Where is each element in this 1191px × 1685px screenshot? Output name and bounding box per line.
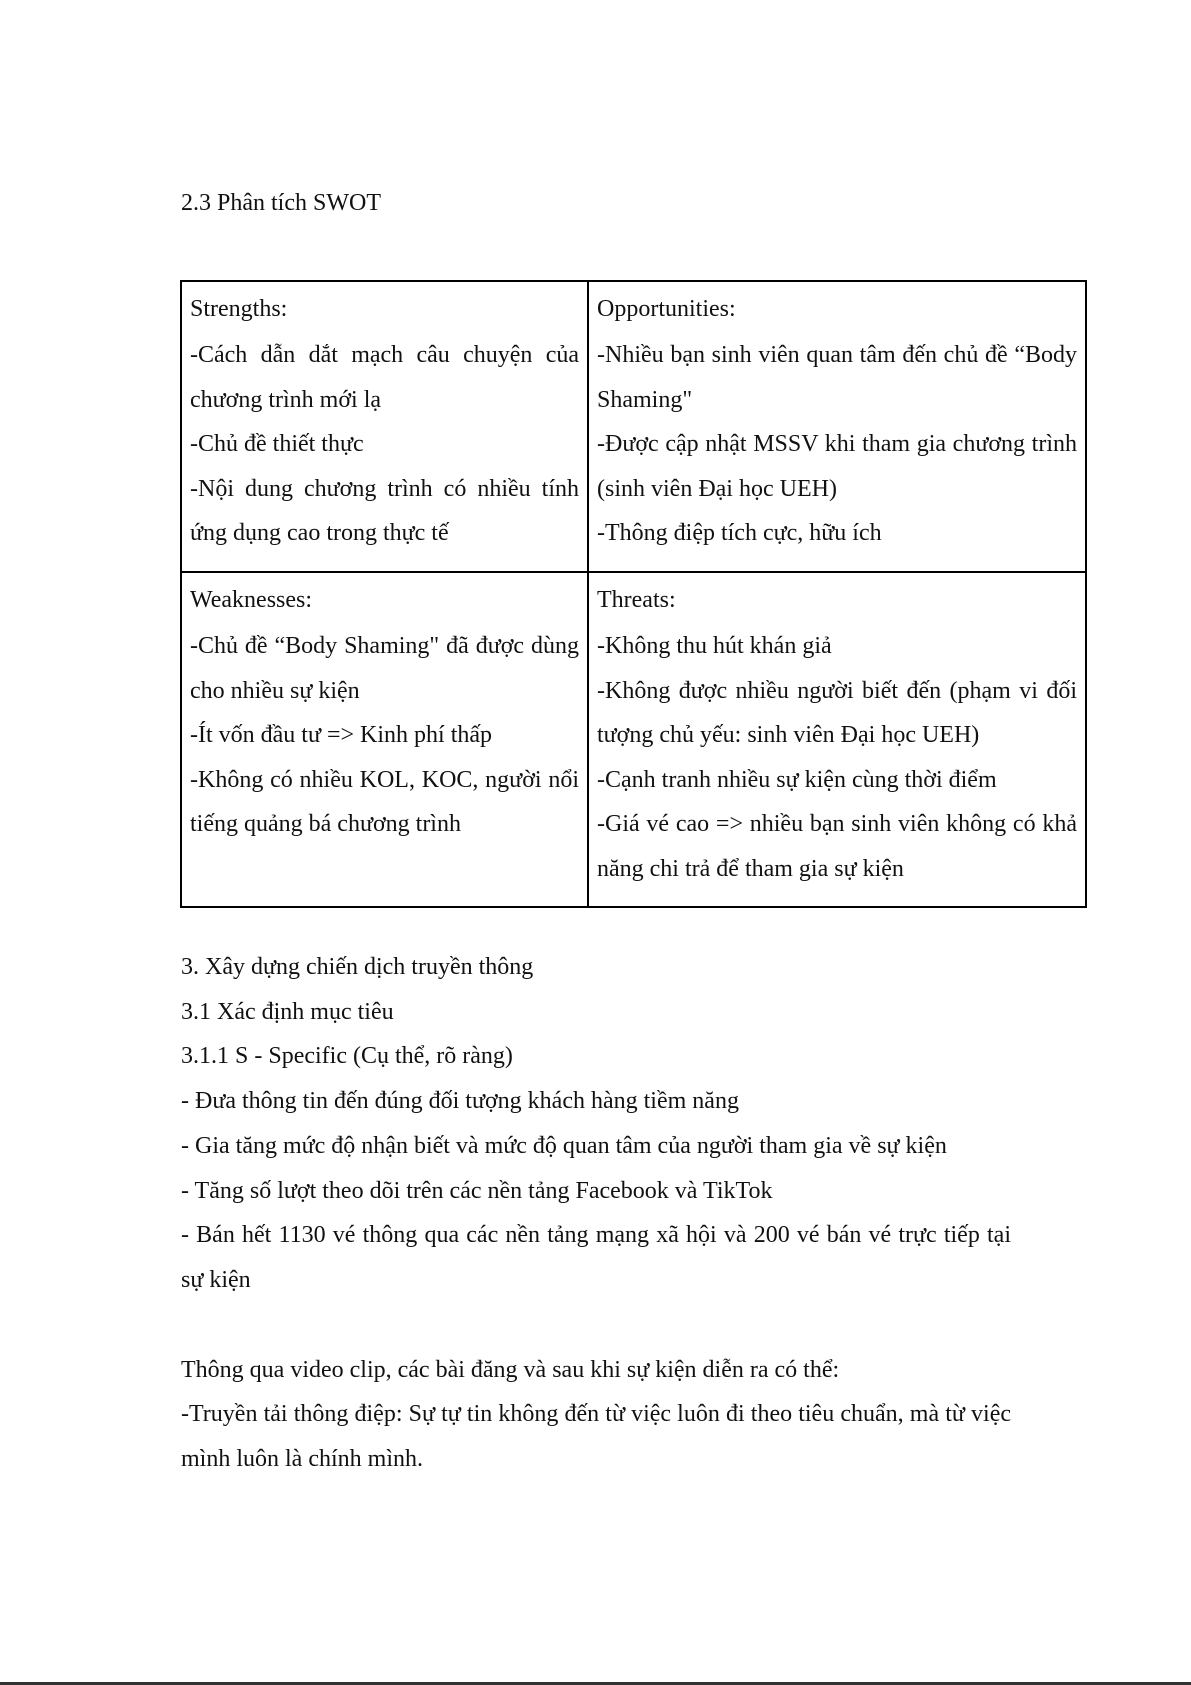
opportunity-item: -Được cập nhật MSSV khi tham gia chương trình (sinh viên Đại học UEH) xyxy=(597,431,1077,502)
weaknesses-title: Weaknesses: xyxy=(190,587,313,613)
weakness-item: -Ít vốn đầu tư => Kinh phí thấp xyxy=(190,722,493,748)
objective-bullet: - Bán hết 1130 vé thông qua các nền tảng mạng xã hội và 200 vé bán vé trực tiếp tại sự kiện xyxy=(181,1222,1011,1293)
message-paragraph: -Truyền tải thông điệp: Sự tự tin không đến từ việc luôn đi theo tiêu chuẩn, mà từ việc mình luôn là chính mình. xyxy=(181,1401,1011,1473)
weakness-item: -Chủ đề “Body Shaming" đã được dùng cho nhiều sự kiện xyxy=(190,633,579,704)
strengths-cell xyxy=(181,281,588,572)
threat-item: -Không thu hút khán giả xyxy=(597,633,832,659)
swot-row xyxy=(181,281,1086,572)
intro-paragraph: Thông qua video clip, các bài đăng và sau khi sự kiện diễn ra có thể: xyxy=(181,1356,840,1383)
swot-heading: 2.3 Phân tích SWOT xyxy=(181,190,381,216)
objective-bullet: - Gia tăng mức độ nhận biết và mức độ quan tâm của người tham gia về sự kiện xyxy=(181,1132,947,1159)
threat-item: -Cạnh tranh nhiều sự kiện cùng thời điểm xyxy=(597,766,997,793)
opportunities-title: Opportunities: xyxy=(597,296,736,322)
threats-title: Threats: xyxy=(597,587,676,613)
body-text xyxy=(181,945,1011,1482)
strength-item: -Chủ đề thiết thực xyxy=(190,431,364,457)
opportunity-item: -Nhiều bạn sinh viên quan tâm đến chủ đề “Body Shaming" xyxy=(597,342,1077,413)
threats-cell xyxy=(588,572,1086,907)
section-3-1-1-heading: 3.1.1 S - Specific (Cụ thể, rõ ràng) xyxy=(181,1043,513,1070)
opportunities-cell xyxy=(588,281,1086,572)
opportunity-item: -Thông điệp tích cực, hữu ích xyxy=(597,520,882,546)
paragraph-gap xyxy=(181,1303,1011,1348)
strength-item: -Cách dẫn dắt mạch câu chuyện của chương trình mới lạ xyxy=(190,342,579,413)
threat-item: -Không được nhiều người biết đến (phạm vi đối tượng chủ yếu: sinh viên Đại học UEH) xyxy=(597,677,1077,748)
weaknesses-cell xyxy=(181,572,588,907)
objective-bullet: - Đưa thông tin đến đúng đối tượng khách hàng tiềm năng xyxy=(181,1088,739,1115)
strengths-title: Strengths: xyxy=(190,296,288,322)
section-3-1-heading: 3.1 Xác định mục tiêu xyxy=(181,998,394,1025)
section-3-heading: 3. Xây dựng chiến dịch truyền thông xyxy=(181,954,534,980)
swot-row xyxy=(181,572,1086,907)
strength-item: -Nội dung chương trình có nhiều tính ứng dụng cao trong thực tế xyxy=(190,475,579,546)
objective-bullet: - Tăng số lượt theo dõi trên các nền tảng Facebook và TikTok xyxy=(181,1177,773,1204)
swot-table xyxy=(180,280,1087,908)
weakness-item: -Không có nhiều KOL, KOC, người nổi tiếng quảng bá chương trình xyxy=(190,766,579,837)
threat-item: -Giá vé cao => nhiều bạn sinh viên không có khả năng chi trả để tham gia sự kiện xyxy=(597,811,1077,882)
